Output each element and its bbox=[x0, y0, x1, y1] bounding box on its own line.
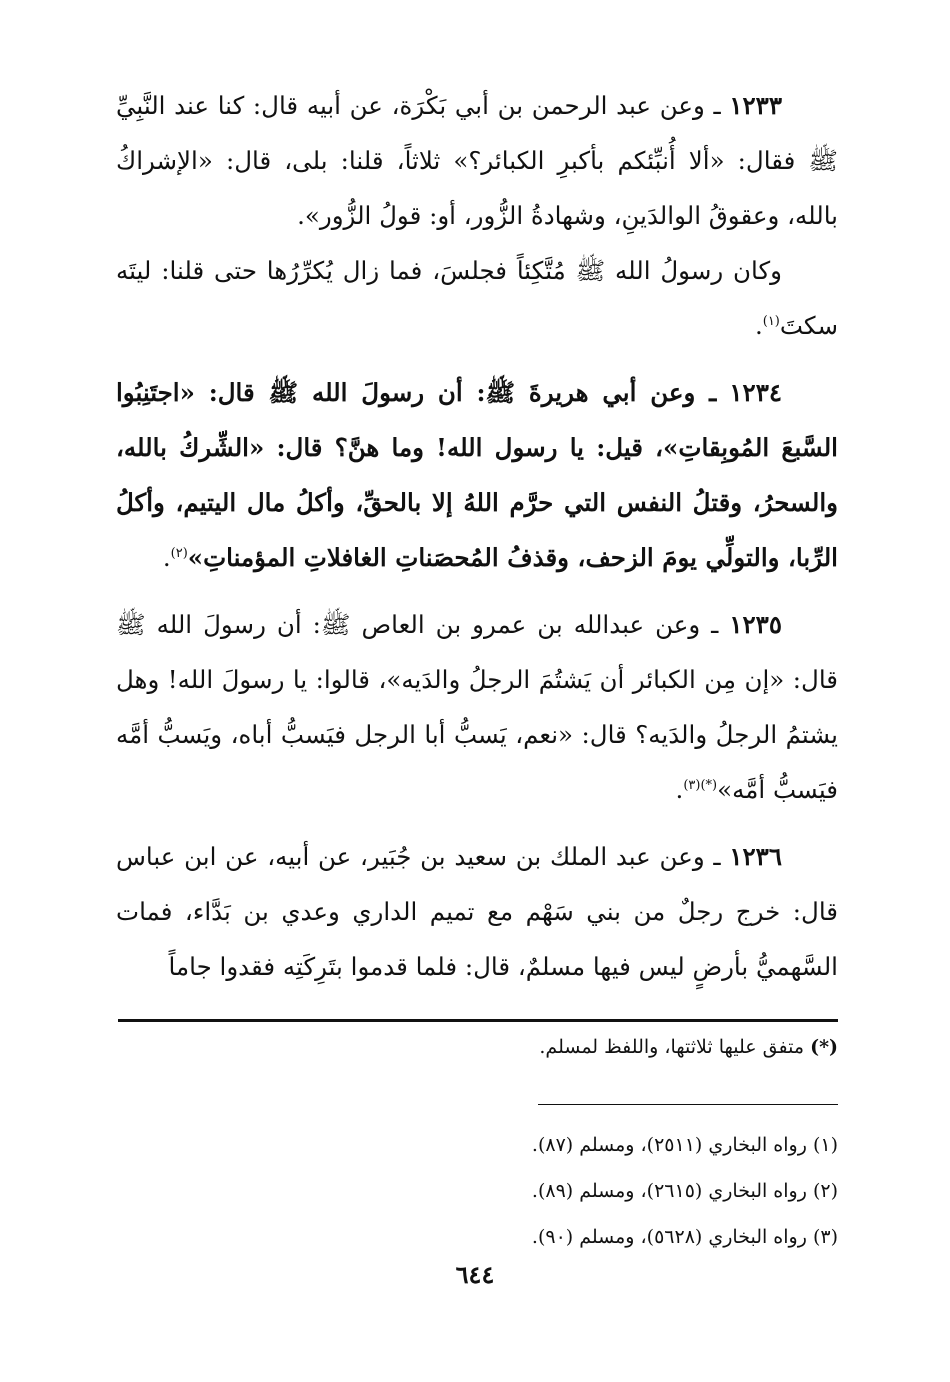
footnote-marker: (١) bbox=[812, 1134, 838, 1156]
footnote bbox=[418, 1168, 838, 1214]
star-marker: (*) bbox=[810, 1036, 838, 1058]
star-note bbox=[539, 1030, 838, 1064]
hadith-number: ١٢٣٣ bbox=[729, 91, 782, 120]
footnote-text: رواه البخاري (٥٦٢٨)، ومسلم (٩٠). bbox=[531, 1226, 807, 1248]
footnote-ref: (*)(٣) bbox=[683, 777, 718, 793]
hadith-text: ـ وعن عبدالله بن عمرو بن العاص ﷺ: أن رسولَ الله ﷺ قال: «إن مِن الكبائر أن يَشتُمَ الرجلُ والدَيه»، قالوا: يا رسولَ الله! وهل يشتمُ الرجلُ والدَيه؟ قال: «نعم، يَسبُّ أبا الرجل فيَسبُّ أباه، ويَسبُّ أمَّه فيَسبُّ أمَّه» bbox=[116, 610, 838, 804]
main-text bbox=[116, 78, 838, 994]
hadith-text: ـ وعن عبد الملك بن سعيد بن جُبَير، عن أبيه، عن ابن عباس قال: خرج رجلٌ من بني سَهْم مع تميم الداري وعدي بن بَدَّاء، فمات السَّهميُّ بأرضٍ ليس فيها مسلمٌ، قال: فلما قدموا بتَرِكَتِه فقدوا جاماً bbox=[116, 842, 838, 981]
footnote bbox=[418, 1122, 838, 1168]
star-note-text: متفق عليها ثلاثتها، واللفظ لمسلم. bbox=[539, 1036, 805, 1058]
footnote-separator bbox=[118, 1019, 838, 1022]
hadith-line: النَّبِيِّ ﷺ فقال: «ألا أُنبِّئكم بأكبرِ الكبائر؟» ثلاثاً، قلنا: بلى، قال: bbox=[116, 91, 838, 175]
page-number: ٦٤٤ bbox=[455, 1260, 495, 1289]
footnotes bbox=[418, 1122, 838, 1260]
footnote-ref: (٢) bbox=[170, 545, 188, 561]
hadith-continuation: وكان رسولُ الله ﷺ مُتَّكِئاً فجلسَ، فما زال يُكرِّرُها حتى قلنا: ليتَه سكتَ$^{(١)}$. bbox=[116, 256, 838, 340]
hadith-text: ـ وعن أبي هريرةَ ﷺ: أن رسولَ الله ﷺ قال: «اجتَنِبُوا السَّبعَ المُوبِقاتِ»، قيل: يا رسول الله! وما هنَّ؟ قال: «الشِّركُ بالله، والسحرُ، وقتلُ النفس التي حرَّم اللهُ إلا بالحقِّ، وأكلُ مال اليتيم، وأكلُ الرِّبا، والتولِّي يومَ الزحف، وقذفُ المُحصَناتِ الغافلاتِ المؤمناتِ» bbox=[116, 378, 838, 572]
hadith-1233 bbox=[116, 78, 838, 243]
footnote-text: رواه البخاري (٢٦١٥)، ومسلم (٨٩). bbox=[531, 1180, 807, 1202]
footnote-text: رواه البخاري (٢٥١١)، ومسلم (٨٧). bbox=[531, 1134, 807, 1156]
footnote-marker: (٣) bbox=[812, 1226, 838, 1248]
hadith-number: ١٢٣٥ bbox=[729, 610, 782, 639]
hadith-1236 bbox=[116, 829, 838, 994]
footnote bbox=[418, 1214, 838, 1260]
hadith-number: ١٢٣٦ bbox=[729, 842, 782, 871]
footnote-marker: (٢) bbox=[812, 1180, 838, 1202]
hadith-line: ـ وعن عبد الرحمن بن أبي بَكْرَة، عن أبيه قال: كنا عند bbox=[174, 91, 721, 120]
footnotes-rule bbox=[538, 1104, 838, 1105]
hadith-1234: ١٢٣٤ ـ وعن أبي هريرةَ ﷺ: أن رسولَ الله ﷺ قال: «اجتَنِبُوا السَّبعَ المُوبِقاتِ»، قيل: يا رسول الله! وما هنَّ؟ قال: «الشِّركُ بالله، والسحرُ، وقتلُ النفس التي حرَّم اللهُ إلا بالحقِّ، وأكلُ مال اليتيم، وأكلُ الرِّبا، والتولِّي يومَ الزحف، وقذفُ المُحصَناتِ الغافلاتِ المؤمناتِ»$^{(٢)}$. bbox=[116, 378, 838, 572]
hadith-line: «الإشراكُ بالله، وعقوقُ الوالدَينِ، وشهادةُ الزُّور، أو: قولُ الزُّور». bbox=[116, 146, 838, 230]
hadith-number: ١٢٣٤ bbox=[729, 378, 783, 407]
footnote-ref: (١) bbox=[762, 313, 780, 329]
hadith-1235: ١٢٣٥ ـ وعن عبدالله بن عمرو بن العاص ﷺ: أن رسولَ الله ﷺ قال: «إن مِن الكبائر أن يَشتُمَ الرجلُ والدَيه»، قالوا: يا رسولَ الله! وهل يشتمُ الرجلُ والدَيه؟ قال: «نعم، يَسبُّ أبا الرجل فيَسبُّ أباه، ويَسبُّ أمَّه فيَسبُّ أمَّه»$^{(*)(٣)}$. bbox=[116, 610, 838, 804]
